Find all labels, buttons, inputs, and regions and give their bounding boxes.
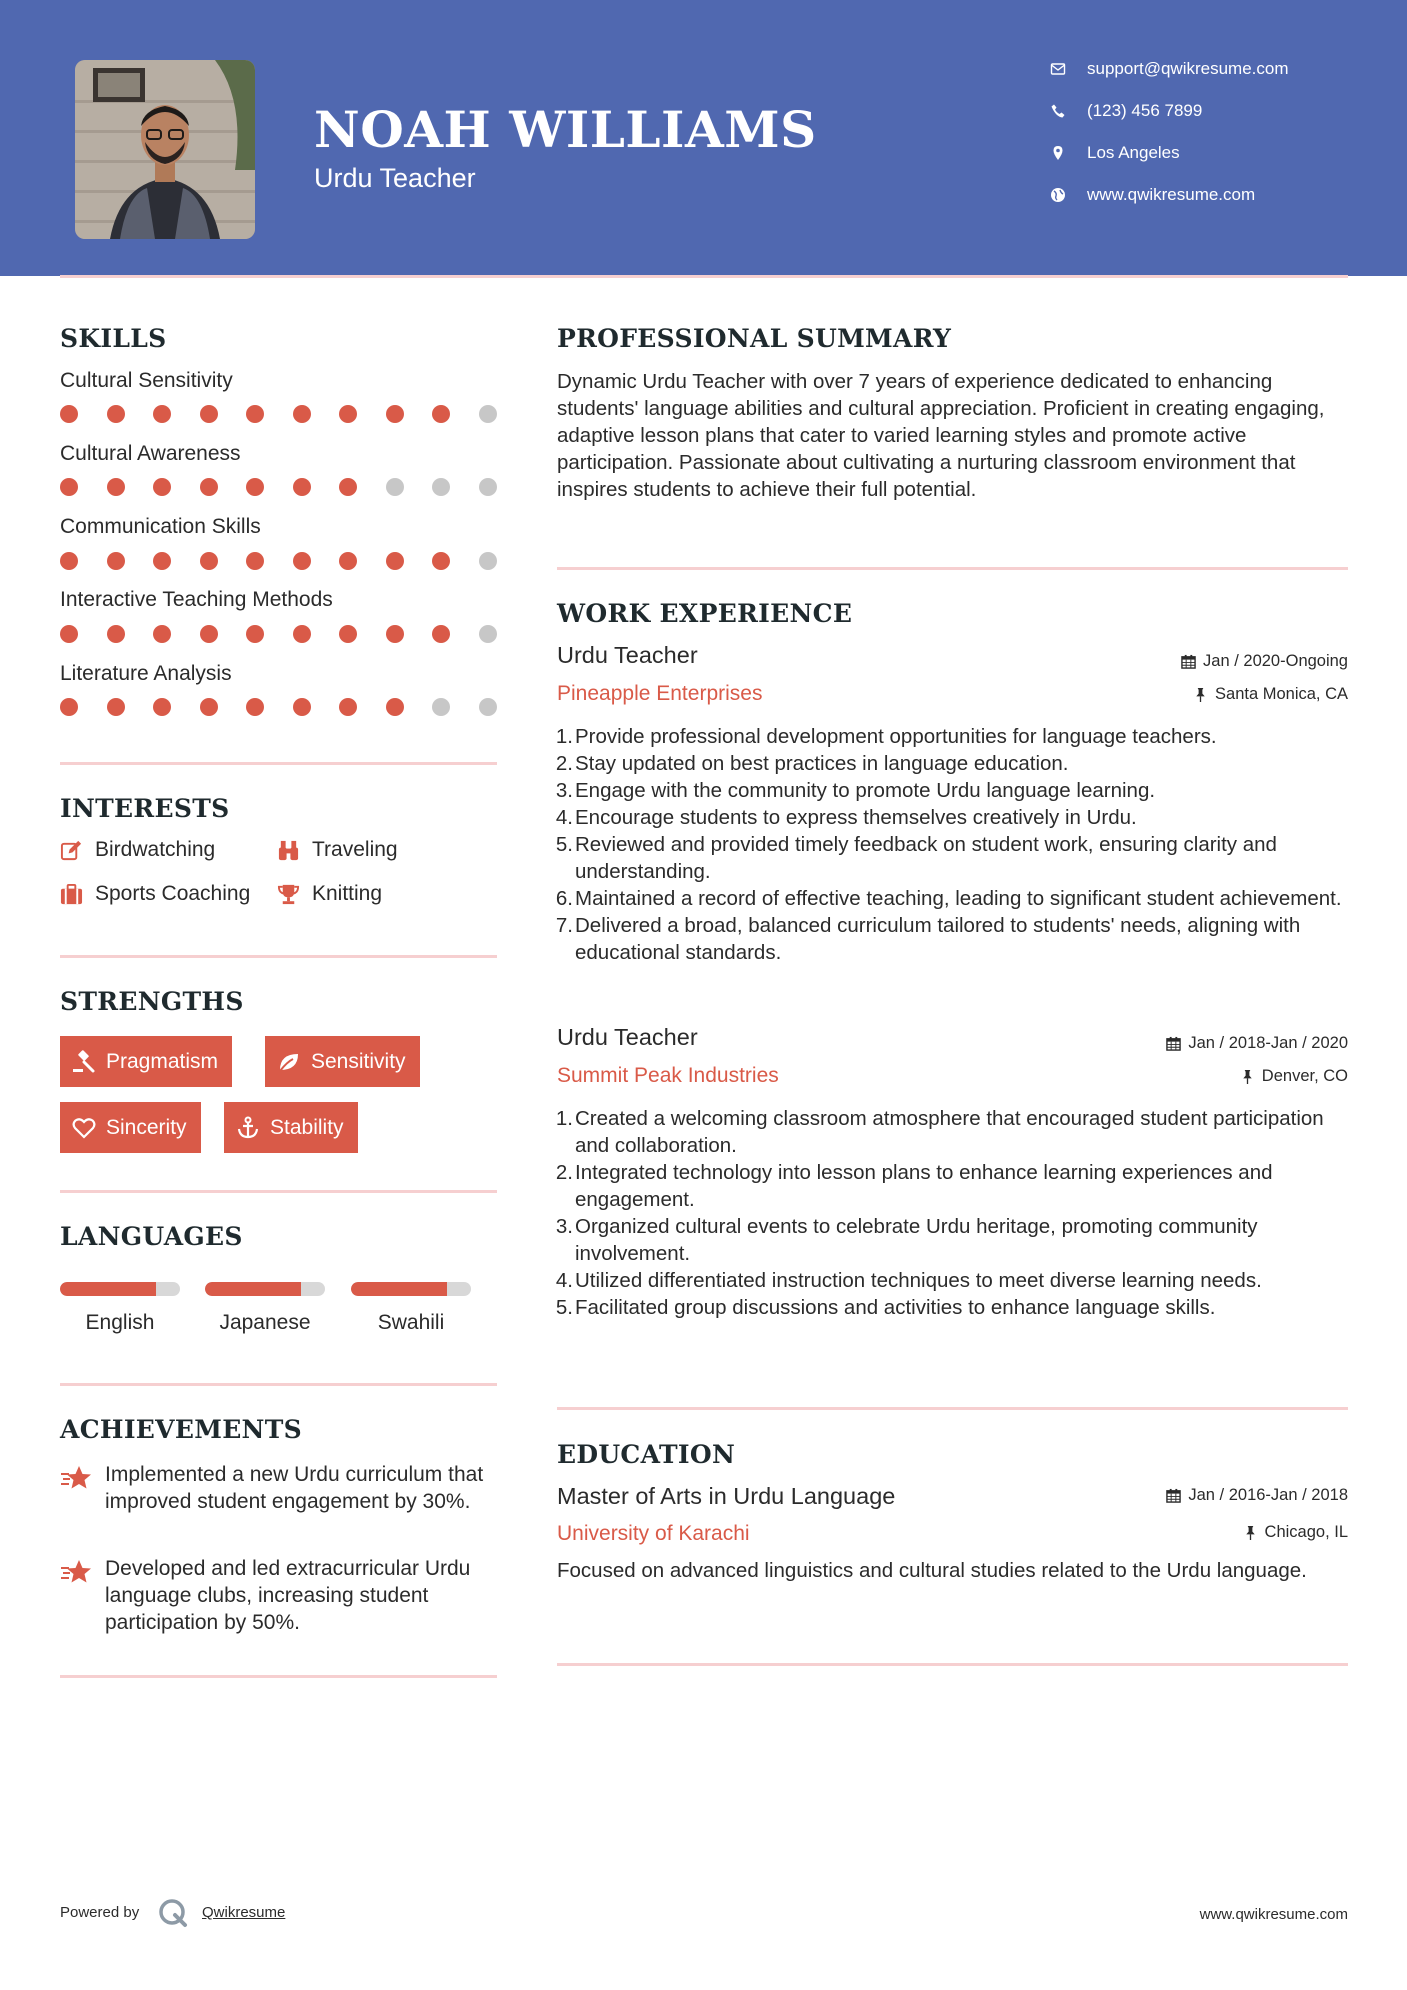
section-divider: [557, 1407, 1348, 1410]
skill-dot-filled: [432, 625, 450, 643]
skill-name: Interactive Teaching Methods: [60, 588, 333, 611]
skills-title: SKILLS: [60, 324, 167, 353]
section-divider: [60, 1190, 497, 1193]
skill-dot-filled: [246, 625, 264, 643]
language-name: English: [85, 1311, 155, 1334]
skill-name: Literature Analysis: [60, 662, 232, 685]
job-duty-item: [557, 723, 1353, 750]
skill-dot-filled: [339, 552, 357, 570]
skill-rating: [60, 405, 500, 425]
skill-dot-empty: [432, 478, 450, 496]
interest-item: Knitting: [277, 882, 382, 906]
education-description: Focused on advanced linguistics and cultural studies related to the Urdu language.: [557, 1559, 1307, 1582]
skill-dot-filled: [339, 698, 357, 716]
achievements-title: ACHIEVEMENTS: [60, 1415, 302, 1444]
language-bar: [60, 1282, 180, 1296]
skill-dot-filled: [200, 552, 218, 570]
skill-dot-filled: [386, 405, 404, 423]
job-duty-text: Integrated technology into lesson plans to enhance learning experiences and engagement.: [575, 1161, 1273, 1211]
anchor-icon: [236, 1116, 260, 1140]
contact-phone[interactable]: (123) 456 7899: [1050, 96, 1390, 126]
trophy-icon: [277, 883, 312, 906]
skill-dot-filled: [153, 478, 171, 496]
skill-dot-filled: [293, 405, 311, 423]
skill-rating: [60, 625, 500, 645]
list-number: 4.: [555, 806, 573, 829]
language-bar-fill: [60, 1282, 156, 1296]
skill-dot-filled: [60, 478, 78, 496]
skill-rating: [60, 698, 500, 718]
skill-dot-filled: [293, 552, 311, 570]
skill-dot-empty: [386, 478, 404, 496]
skill-name: Cultural Sensitivity: [60, 369, 233, 392]
job-duty-item: [557, 912, 1353, 966]
language-name: Swahili: [377, 1311, 445, 1334]
job-duty-item: [557, 804, 1353, 831]
star-icon: [60, 1461, 105, 1515]
briefcase-icon: [60, 883, 95, 906]
list-number: 6.: [555, 887, 573, 910]
skill-dot-filled: [339, 625, 357, 643]
job-duty-text: Encourage students to express themselves creatively in Urdu.: [575, 806, 1137, 829]
skill-dot-filled: [107, 478, 125, 496]
job-duty-item: [557, 1213, 1353, 1267]
candidate-name: NOAH WILLIAMS: [314, 100, 817, 159]
job-duties-list: [557, 1105, 1353, 1321]
job-duty-text: Reviewed and provided timely feedback on student work, ensuring clarity and understanding.: [575, 833, 1277, 883]
achievement-item: Implemented a new Urdu curriculum that improved student engagement by 30%.: [60, 1461, 500, 1515]
job-dates: Jan / 2018-Jan / 2020: [1166, 1034, 1348, 1053]
skill-rating: [60, 478, 500, 498]
calendar-icon: [1166, 1036, 1181, 1051]
mail-icon: [1050, 61, 1087, 77]
interests-title: INTERESTS: [60, 794, 230, 823]
skill-dot-filled: [386, 552, 404, 570]
summary-text: Dynamic Urdu Teacher with over 7 years of experience dedicated to enhancing students' language abilities and cultural appreciation. Proficient in creating engaging, adaptive lesson plans that cater to varied learning styles and promote active participation. Passionate about cultivating a nurturing classroom environment that inspires students to achieve their full potential.: [557, 370, 1325, 501]
leaf-icon: [277, 1050, 301, 1074]
skill-dot-filled: [107, 625, 125, 643]
skill-dot-filled: [246, 552, 264, 570]
footer-powered-by: Powered by: [60, 1904, 140, 1921]
strength-tag: Pragmatism: [60, 1036, 232, 1087]
skill-dot-filled: [432, 405, 450, 423]
language-bar-fill: [205, 1282, 301, 1296]
skill-dot-filled: [339, 478, 357, 496]
skill-dot-filled: [153, 625, 171, 643]
job-title: Urdu Teacher: [557, 642, 698, 668]
language-bar: [205, 1282, 325, 1296]
job-duty-text: Engage with the community to promote Urdu language learning.: [575, 779, 1156, 802]
job-duty-text: Created a welcoming classroom atmosphere that encouraged student participation and collaboration.: [575, 1107, 1324, 1157]
contact-location: Los Angeles: [1050, 138, 1390, 168]
skill-dot-filled: [200, 405, 218, 423]
skill-dot-filled: [293, 478, 311, 496]
skill-dot-empty: [479, 405, 497, 423]
education-school: University of Karachi: [557, 1522, 750, 1545]
skill-name: Communication Skills: [60, 515, 261, 538]
experience-title: WORK EXPERIENCE: [557, 599, 853, 628]
resume-header: [0, 0, 1407, 276]
list-number: 3.: [555, 779, 573, 802]
skill-rating: [60, 552, 500, 572]
skill-dot-empty: [479, 698, 497, 716]
pushpin-icon: [1240, 1069, 1255, 1084]
language-bar: [351, 1282, 471, 1296]
summary-title: PROFESSIONAL SUMMARY: [557, 324, 952, 353]
section-divider: [60, 955, 497, 958]
job-duty-text: Delivered a broad, balanced curriculum tailored to students' needs, aligning with educational standards.: [575, 914, 1301, 964]
job-duty-item: [557, 777, 1353, 804]
footer-url[interactable]: www.qwikresume.com: [1199, 1906, 1348, 1923]
list-number: 4.: [555, 1269, 573, 1292]
education-dates: Jan / 2016-Jan / 2018: [1166, 1486, 1348, 1505]
skill-dot-empty: [479, 552, 497, 570]
skill-dot-filled: [153, 552, 171, 570]
section-divider: [557, 1663, 1348, 1666]
job-duty-item: [557, 1105, 1353, 1159]
contact-email[interactable]: support@qwikresume.com: [1050, 54, 1390, 84]
education-location: Chicago, IL: [1243, 1523, 1348, 1542]
job-duties-list: [557, 723, 1353, 966]
skill-dot-filled: [60, 552, 78, 570]
phone-icon: [1050, 103, 1087, 119]
job-duty-text: Utilized differentiated instruction techniques to meet diverse learning needs.: [575, 1269, 1262, 1292]
pushpin-icon: [1193, 687, 1208, 702]
skill-dot-filled: [339, 405, 357, 423]
interest-item: Sports Coaching: [60, 882, 250, 906]
candidate-role: Urdu Teacher: [314, 163, 476, 193]
list-number: 2.: [555, 1161, 573, 1184]
footer-brand-link[interactable]: Qwikresume: [202, 1904, 286, 1921]
job-duty-text: Organized cultural events to celebrate Urdu heritage, promoting community involvement.: [575, 1215, 1258, 1265]
skill-dot-filled: [432, 552, 450, 570]
education-degree: Master of Arts in Urdu Language: [557, 1483, 896, 1509]
skill-dot-empty: [479, 625, 497, 643]
skill-dot-filled: [200, 478, 218, 496]
list-number: 1.: [555, 725, 573, 748]
skill-dot-filled: [107, 405, 125, 423]
globe-icon: [1050, 187, 1087, 203]
list-number: 5.: [555, 1296, 573, 1319]
pushpin-icon: [1243, 1525, 1258, 1540]
skill-dot-filled: [107, 698, 125, 716]
job-dates: Jan / 2020-Ongoing: [1181, 652, 1348, 671]
skill-dot-empty: [432, 698, 450, 716]
skill-dot-filled: [246, 698, 264, 716]
section-divider: [60, 1675, 497, 1678]
job-duty-item: [557, 750, 1353, 777]
strength-tag: Sensitivity: [265, 1036, 420, 1087]
skill-dot-filled: [153, 698, 171, 716]
job-duty-item: [557, 885, 1353, 912]
strength-tag: Sincerity: [60, 1102, 201, 1153]
skill-dot-filled: [60, 625, 78, 643]
job-location: Denver, CO: [1240, 1067, 1348, 1086]
achievement-item: Developed and led extracurricular Urdu language clubs, increasing student participation by 50%.: [60, 1555, 500, 1636]
star-icon: [60, 1555, 105, 1636]
calendar-icon: [1166, 1488, 1181, 1503]
skill-dot-filled: [293, 698, 311, 716]
job-title: Urdu Teacher: [557, 1024, 698, 1050]
skill-dot-filled: [153, 405, 171, 423]
section-divider: [557, 567, 1348, 570]
strengths-title: STRENGTHS: [60, 987, 244, 1016]
section-divider: [60, 1383, 497, 1386]
qwikresume-logo-icon: [158, 1898, 188, 1928]
skill-dot-empty: [479, 478, 497, 496]
list-number: 5.: [555, 833, 573, 856]
language-bar-fill: [351, 1282, 447, 1296]
job-duty-text: Maintained a record of effective teaching, leading to significant student achievement.: [575, 887, 1342, 910]
skill-dot-filled: [386, 625, 404, 643]
interest-item: Birdwatching: [60, 838, 215, 862]
job-company: Summit Peak Industries: [557, 1064, 779, 1087]
job-duty-item: [557, 1294, 1353, 1321]
skill-dot-filled: [60, 405, 78, 423]
list-number: 7.: [555, 914, 573, 937]
skill-dot-filled: [107, 552, 125, 570]
heart-icon: [72, 1116, 96, 1140]
job-duty-item: [557, 1159, 1353, 1213]
edit-icon: [60, 839, 95, 862]
profile-photo: [75, 60, 255, 239]
skill-dot-filled: [60, 698, 78, 716]
skill-dot-filled: [246, 405, 264, 423]
skill-dot-filled: [200, 625, 218, 643]
list-number: 2.: [555, 752, 573, 775]
strength-tag: Stability: [224, 1102, 358, 1153]
job-duty-item: [557, 831, 1353, 885]
skill-dot-filled: [200, 698, 218, 716]
gavel-icon: [72, 1050, 96, 1074]
languages-title: LANGUAGES: [60, 1222, 243, 1251]
header-divider: [60, 275, 1348, 278]
skill-dot-filled: [386, 698, 404, 716]
skill-dot-filled: [246, 478, 264, 496]
job-location: Santa Monica, CA: [1193, 685, 1348, 704]
section-divider: [60, 762, 497, 765]
job-duty-text: Facilitated group discussions and activities to enhance language skills.: [575, 1296, 1216, 1319]
skill-dot-filled: [293, 625, 311, 643]
location-pin-icon: [1050, 145, 1087, 161]
job-duty-text: Provide professional development opportunities for language teachers.: [575, 725, 1217, 748]
list-number: 3.: [555, 1215, 573, 1238]
calendar-icon: [1181, 654, 1196, 669]
list-number: 1.: [555, 1107, 573, 1130]
interest-item: Traveling: [277, 838, 398, 862]
skill-name: Cultural Awareness: [60, 442, 241, 465]
job-duty-text: Stay updated on best practices in language education.: [575, 752, 1069, 775]
job-company: Pineapple Enterprises: [557, 682, 763, 705]
job-duty-item: [557, 1267, 1353, 1294]
binoculars-icon: [277, 839, 312, 862]
contact-website[interactable]: www.qwikresume.com: [1050, 180, 1390, 210]
language-name: Japanese: [219, 1311, 311, 1334]
education-title: EDUCATION: [557, 1440, 736, 1469]
